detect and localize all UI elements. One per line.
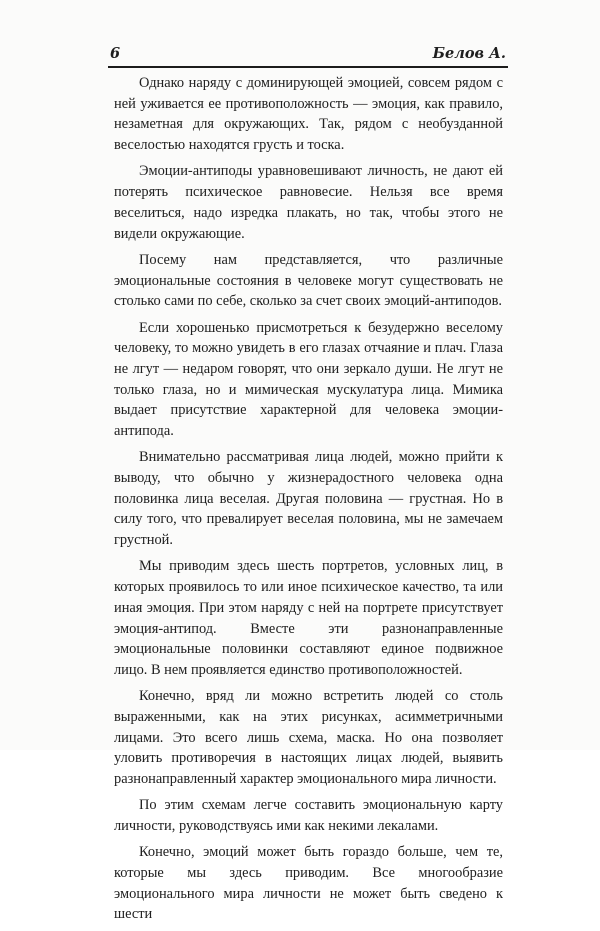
paragraph-9: Конечно, эмоций может быть гораздо больше, чем те, которые мы здесь приводим. Все многообразие эмоционального мира личности не может быть сведено к шести [114,844,503,923]
body-text [114,73,503,931]
paragraph-3: Посему нам представляется, что различные эмоциональные состояния в человеке могут существовать не столько сами по себе, сколько за счет своих эмоций-антиподов. [114,251,503,310]
author-name: Белов А. [432,45,506,62]
page-number: 6 [110,45,121,62]
paragraph-6: Мы приводим здесь шесть портретов, условных лиц, в которых проявилось то или иное психическое качество, та или иная эмоция. При этом наряду с ней на портрете присутствует эмоция-антипод. Вместе эти разнонаправленные эмоциональные половинки составляют единое подвижное лицо. В нем проявляется единство противоположностей. [114,558,503,678]
paragraph-4: Если хорошенько присмотреться к безудержно веселому человеку, то можно увидеть в его глазах отчаяние и плач. Глаза не лгут — недаром говорят, что они зеркало души. Не лгут не только глаза, но и мимическая мускулатура лица. Мимика выдает присутствие характерной для человека эмоции-антипода. [114,319,503,440]
paragraph-1: Однако наряду с доминирующей эмоцией, совсем рядом с ней уживается ее противоположность — эмоция, как правило, незаметная для окружающих. Так, рядом с необузданной веселостью находятся грусть и тоска. [114,75,503,154]
paragraph-2: Эмоции-антиподы уравновешивают личность, не дают ей потерять психическое равновесие. Нельзя все время веселиться, надо изредка плакать, но так, чтобы этого не видели окружающие. [114,163,503,242]
paragraph-5: Внимательно рассматривая лица людей, можно прийти к выводу, что обычно у жизнерадостного человека одна половинка лица веселая. Другая половина — грустная. Но в силу того, что превалирует веселая половина, мы не замечаем грустной. [114,449,503,549]
running-header [108,40,508,68]
paragraph-8: По этим схемам легче составить эмоциональную карту личности, руководствуясь ими как некими лекалами. [114,797,503,835]
paragraph-7: Конечно, вряд ли можно встретить людей со столь выраженными, как на этих рисунках, асимметричными лицами. Это всего лишь схема, маска. Но она позволяет уловить противоречия в настоящих лицах людей, выявить разнонаправленный характер эмоционального мира личности. [114,688,503,788]
